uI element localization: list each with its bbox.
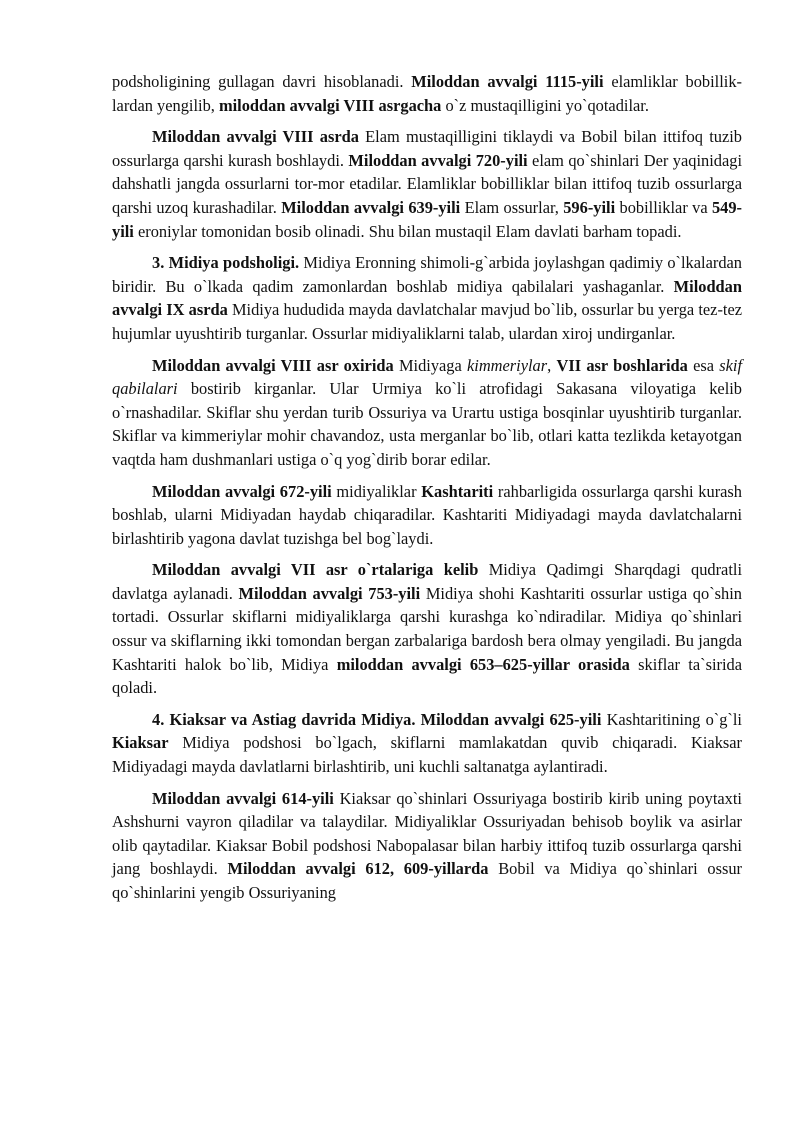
bold-text: Miloddan avvalgi 612, 609-yillarda bbox=[227, 859, 489, 879]
text-run: Midiya Qadimgi Sharqdagi qudratli davlatga aylanadi. bbox=[112, 560, 742, 603]
bold-text: VII asr boshlarida bbox=[556, 355, 688, 375]
bold-text: Miloddan avvalgi IX asrda bbox=[112, 276, 742, 320]
bold-text: Miloddan avvalgi 720-yili bbox=[348, 150, 528, 170]
paragraph bbox=[112, 787, 742, 905]
text-run: Midiya Eronning shimoli-g`arbida joylashgan qadimiy o`lkalardan biridir. Bu o`lkada qadim zamonlardan boshlab midiya qabilalari yashaganlar. bbox=[112, 253, 742, 296]
bold-text: miloddan avvalgi VIII asrgacha bbox=[218, 95, 442, 115]
paragraph bbox=[112, 558, 742, 700]
text-run: elamliklar bobillik-lardan yengilib, bbox=[112, 72, 742, 115]
text-run: podsholigining gullagan davri hisoblanadi. bbox=[112, 72, 412, 91]
text-run: Midiyaga bbox=[393, 355, 468, 375]
bold-text: Kashtariti bbox=[421, 481, 494, 501]
text-run: Elam mustaqilligini tiklaydi va Bobil bilan ittifoq tuzib ossurlarga qarshi kurash boshlaydi. bbox=[112, 127, 742, 170]
paragraph bbox=[112, 354, 742, 472]
bold-text: miloddan avvalgi 653–625-yillar orasida bbox=[336, 654, 630, 674]
text-run: bobilliklar va bbox=[615, 197, 712, 217]
bold-text: Miloddan avvalgi VII asr o`rtalariga kelib bbox=[152, 560, 479, 580]
bold-text: Miloddan avvalgi 614-yili bbox=[152, 788, 334, 808]
text-run: Bobil va Midiya qo`shinlari ossur qo`shinlarini yengib Ossuriyaning bbox=[112, 859, 742, 902]
bold-text: 3. Midiya podsholigi. bbox=[152, 253, 300, 273]
text-run: Midiya shohi Kashtariti ossurlar ustiga qo`shin tortadi. Ossurlar skiflarni midiyaliklarga qarshi kurashga ko`ndiradilar. Midiya qo`shinlari ossur va skiflarning ikki tomondan bergan zarbalariga bardosh bera olmay yengiladi. Bu jangda Kashtariti halok bo`lib, Midiya bbox=[112, 583, 742, 674]
bold-text: 549-yili bbox=[112, 197, 743, 241]
italic-text: skif qabilalari bbox=[112, 355, 743, 399]
bold-text: Miloddan avvalgi 753-yili bbox=[238, 583, 421, 603]
paragraph bbox=[112, 251, 742, 345]
bold-text: 596-yili bbox=[563, 197, 616, 217]
bold-text: Miloddan avvalgi 672-yili bbox=[152, 481, 332, 501]
text-run: Kashtaritining o`g`li bbox=[601, 709, 742, 729]
text-run: elam qo`shinlari Der yaqinidagi dahshatli jangda ossurlarni tor-mor etadilar. Elamliklar bobilliklar bilan ittifoq tuzib ossurlarga qarshi uzoq kurashadilar. bbox=[112, 150, 742, 217]
text-run: rahbarligida ossurlarga qarshi kurash boshlab, ularni Midiyadan haydab chiqaradilar. Kashtariti Midiyadagi mayda davlatchalarni birlashtirib yagona davlat tuzishga bel bog`laydi. bbox=[112, 481, 743, 548]
paragraph bbox=[112, 70, 742, 117]
text-run: , bbox=[547, 355, 557, 375]
text-run: Elam ossurlar, bbox=[460, 197, 564, 217]
italic-text: kimmeriylar bbox=[467, 355, 548, 375]
text-run: Kiaksar qo`shinlari Ossuriyaga bostirib kirib uning poytaxti Ashshurni vayron qiladilar va talaydilar. Midiyaliklar Ossuriyadan behisob boylik va asirlar olib qaytadilar. Kiaksar Bobil podshosi Nabopalasar bilan harbiy ittifoq tuzib ossurlarga qarshi jang boshlaydi. bbox=[112, 788, 742, 879]
bold-text: Miloddan avvalgi 639-yili bbox=[281, 197, 461, 217]
bold-text: Miloddan avvalgi 1115-yili bbox=[411, 72, 604, 91]
bold-text: Miloddan avvalgi VIII asr oxirida bbox=[152, 355, 394, 375]
text-run: o`z mustaqilligini yo`qotadilar. bbox=[441, 95, 649, 115]
paragraph bbox=[112, 708, 742, 779]
bold-text: 4. Kiaksar va Astiag davrida Midiya. Miloddan avvalgi 625-yili bbox=[152, 709, 602, 729]
paragraph bbox=[112, 125, 742, 243]
text-run: Midiya hududida mayda davlatchalar mavjud bo`lib, ossurlar bu yerga tez-tez hujumlar uyushtirib turganlar. Ossurlar midiyaliklarni talab, ulardan xiroj undirganlar. bbox=[112, 300, 743, 343]
paragraph bbox=[112, 480, 742, 551]
text-run: midiyaliklar bbox=[331, 481, 422, 501]
text-run: skiflar ta`sirida qoladi. bbox=[112, 654, 742, 698]
bold-text: Kiaksar bbox=[112, 733, 169, 753]
text-run: esa bbox=[687, 355, 720, 375]
document-page bbox=[112, 70, 742, 913]
text-run: eroniylar tomonidan bosib olinadi. Shu bilan mustaqil Elam davlati barham topadi. bbox=[133, 221, 682, 241]
text-run: bostirib kirganlar. Ular Urmiya ko`li atrofidagi Sakasana viloyatiga kelib o`rnashadilar. Skiflar shu yerdan turib Ossuriya va Urartu ustiga bosqinlar uyushtirib turganlar. Skiflar va kimmeriylar mohir chavandoz, usta merganlar bo`lib, otlari katta tezlikda ketayotgan vaqtda ham dushmanlari ustiga o`q yog`dirib borar edilar. bbox=[112, 379, 742, 469]
bold-text: Miloddan avvalgi VIII asrda bbox=[152, 127, 359, 147]
text-run: Midiya podshosi bo`lgach, skiflarni mamlakatdan quvib chiqaradi. Kiaksar Midiyadagi mayda davlatlarni birlashtirib, uni kuchli saltanatga aylantiradi. bbox=[112, 733, 742, 777]
